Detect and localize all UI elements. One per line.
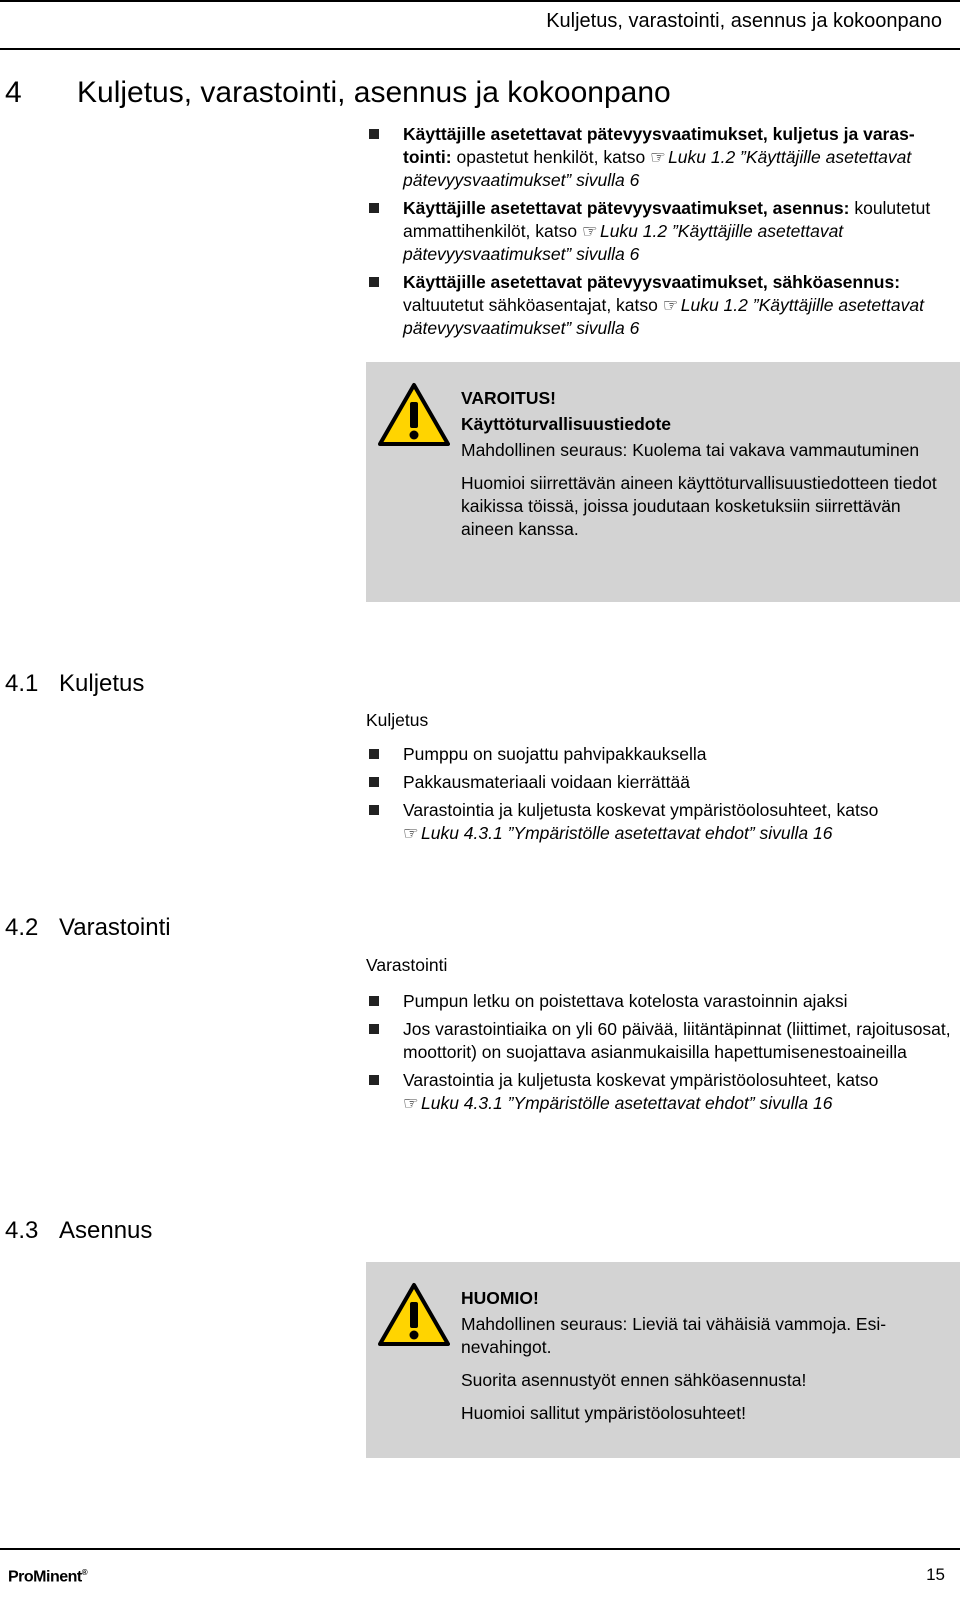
caution-line: Suorita asennustyöt ennen sähköasennusta! bbox=[461, 1370, 807, 1390]
prominent-logo: ProMinent® bbox=[8, 1568, 88, 1586]
hand-pointer-icon: ☞ bbox=[403, 1093, 419, 1113]
chapter-title: Kuljetus, varastointi, asennus ja kokoonpano bbox=[77, 76, 671, 109]
reference-link[interactable]: Luku 4.3.1 ”Ympäristölle asetettavat ehdot” sivulla 16 bbox=[421, 1093, 833, 1113]
footer-rule bbox=[0, 1548, 960, 1550]
list-item: Varastointia ja kuljetusta koskevat ympäristöolosuhteet, katso ☞ Luku 4.3.1 ”Ympäristölle asetettavat ehdot” sivulla 16 bbox=[366, 1069, 951, 1115]
running-header: Kuljetus, varastointi, asennus ja kokoonpano bbox=[546, 10, 942, 32]
bullet-square-icon bbox=[369, 277, 379, 287]
warning-text bbox=[461, 387, 951, 551]
hand-pointer-icon: ☞ bbox=[403, 823, 419, 843]
list-item: Käyttäjille asetettavat pätevyysvaatimukset, asennus: koulutetut ammattihenkilöt, katso ☞ Luku 1.2 ”Käyttäjille asetettavat pätevyysvaatimukset” sivulla 6 bbox=[366, 197, 951, 266]
reference-link[interactable]: Luku 4.3.1 ”Ympäristölle asetettavat ehdot” sivulla 16 bbox=[421, 823, 833, 843]
warning-triangle-icon bbox=[378, 382, 450, 446]
hand-pointer-icon: ☞ bbox=[581, 221, 598, 241]
warning-triangle-icon bbox=[378, 1282, 450, 1346]
bullet-square-icon bbox=[369, 805, 379, 815]
chapter-heading bbox=[5, 76, 671, 110]
list-item: Pumppu on suojattu pahvipakkauksella bbox=[366, 743, 951, 766]
header-top-rule bbox=[0, 0, 960, 2]
warning-box bbox=[366, 362, 960, 602]
section-caption: Varastointi bbox=[366, 955, 448, 975]
header-bottom-rule bbox=[0, 48, 960, 50]
hand-pointer-icon: ☞ bbox=[650, 147, 666, 167]
warning-consequence: Mahdollinen seuraus: Kuolema tai vakava vammautuminen bbox=[461, 440, 920, 460]
bullet-square-icon bbox=[369, 777, 379, 787]
page-number: 15 bbox=[926, 1565, 945, 1584]
transport-list bbox=[366, 743, 951, 850]
section-caption: Kuljetus bbox=[366, 710, 429, 730]
warning-level: VAROITUS! bbox=[461, 388, 556, 408]
reference-link[interactable]: Luku 1.2 ”Käyttäjille asetettavat pätevyysvaatimukset” sivulla 6 bbox=[403, 221, 844, 264]
warning-instruction: Huomioi siirrettävän aineen käyttöturvallisuustiedotteen tiedot kaikissa töissä, joissa joudutaan kosketuksiin siirrettävän aineen kanssa. bbox=[461, 473, 937, 539]
reference-link[interactable]: Luku 1.2 ”Käyttäjille asetettavat pätevyysvaatimukset” sivulla 6 bbox=[403, 147, 912, 190]
list-item: Käyttäjille asetettavat pätevyysvaatimukset, sähköasennus: valtuutetut sähköasentajat, katso ☞ Luku 1.2 ”Käyttäjille asetettavat pätevyysvaatimukset” sivulla 6 bbox=[366, 271, 951, 340]
list-item: Pumpun letku on poistettava kotelosta varastoinnin ajaksi bbox=[366, 990, 951, 1013]
list-item: Pakkausmateriaali voidaan kierrättää bbox=[366, 771, 951, 794]
list-item: Varastointia ja kuljetusta koskevat ympäristöolosuhteet, katso ☞ Luku 4.3.1 ”Ympäristölle asetettavat ehdot” sivulla 16 bbox=[366, 799, 951, 845]
intro-list bbox=[366, 123, 951, 345]
caution-box bbox=[366, 1262, 960, 1458]
section-heading-4-3: 4.3 Asennus bbox=[5, 1217, 153, 1244]
bullet-square-icon bbox=[369, 129, 379, 139]
bullet-square-icon bbox=[369, 996, 379, 1006]
caution-level: HUOMIO! bbox=[461, 1288, 539, 1308]
section-heading-4-2: 4.2 Varastointi bbox=[5, 914, 171, 941]
bullet-square-icon bbox=[369, 1075, 379, 1085]
caution-consequence: Mahdollinen seuraus: Lieviä tai vähäisiä vammoja. Esinevahingot. bbox=[461, 1314, 887, 1357]
list-item: Jos varastointiaika on yli 60 päivää, liitäntäpinnat (liittimet, rajoitusosat, moottorit) on suojattava asianmukaisilla hapettumisenestoaineilla bbox=[366, 1018, 951, 1064]
reference-link[interactable]: Luku 1.2 ”Käyttäjille asetettavat pätevyysvaatimukset” sivulla 6 bbox=[403, 295, 924, 338]
storage-list bbox=[366, 990, 951, 1120]
caution-text bbox=[461, 1287, 951, 1435]
caution-line: Huomioi sallitut ympäristöolosuhteet! bbox=[461, 1403, 746, 1423]
list-item: Käyttäjille asetettavat pätevyysvaatimukset, kuljetus ja varastointi: opastetut henkilöt, katso ☞ Luku 1.2 ”Käyttäjille asetettavat pätevyysvaatimukset” sivulla 6 bbox=[366, 123, 951, 192]
bullet-square-icon bbox=[369, 203, 379, 213]
bullet-square-icon bbox=[369, 1024, 379, 1034]
warning-title: Käyttöturvallisuustiedote bbox=[461, 414, 672, 434]
bullet-square-icon bbox=[369, 749, 379, 759]
hand-pointer-icon: ☞ bbox=[662, 295, 679, 315]
chapter-number: 4 bbox=[5, 76, 22, 109]
section-heading-4-1: 4.1 Kuljetus bbox=[5, 670, 145, 697]
